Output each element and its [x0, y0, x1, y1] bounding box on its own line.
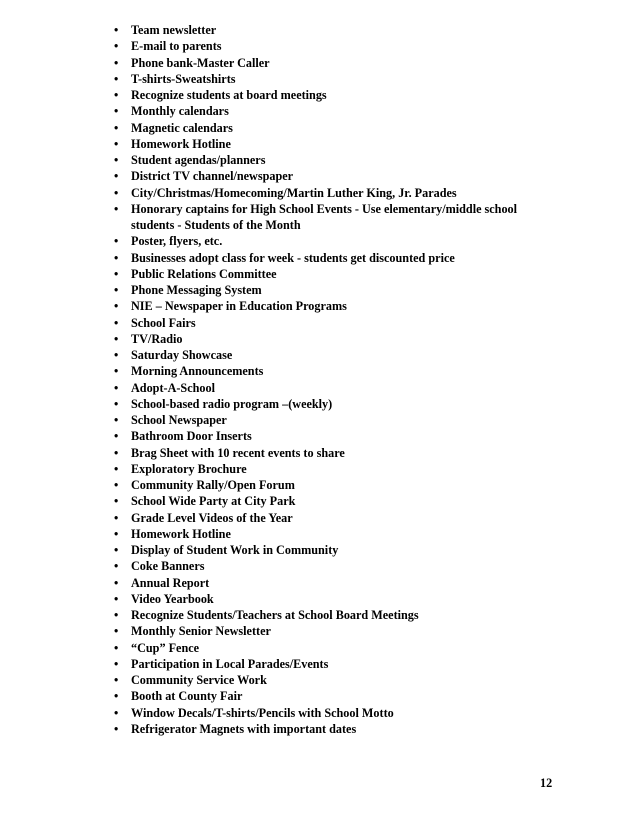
list-item: • Poster, flyers, etc.: [114, 233, 554, 249]
list-item: • School Wide Party at City Park: [114, 493, 554, 509]
list-item: • Phone Messaging System: [114, 282, 554, 298]
list-item: • “Cup” Fence: [114, 640, 554, 656]
list-item: • Exploratory Brochure: [114, 461, 554, 477]
bullet-list: [114, 22, 554, 737]
list-item: • Refrigerator Magnets with important dates: [114, 721, 554, 737]
list-item: • Homework Hotline: [114, 136, 554, 152]
list-item: • Recognize students at board meetings: [114, 87, 554, 103]
list-item: • Display of Student Work in Community: [114, 542, 554, 558]
list-item: • Monthly Senior Newsletter: [114, 623, 554, 639]
list-item: • T-shirts-Sweatshirts: [114, 71, 554, 87]
list-item: • School Fairs: [114, 315, 554, 331]
list-item: • Phone bank-Master Caller: [114, 55, 554, 71]
list-item: • E-mail to parents: [114, 38, 554, 54]
list-item: • Booth at County Fair: [114, 688, 554, 704]
list-item: • Brag Sheet with 10 recent events to share: [114, 445, 554, 461]
list-item: • Adopt-A-School: [114, 380, 554, 396]
list-item: • School Newspaper: [114, 412, 554, 428]
list-item: • Student agendas/planners: [114, 152, 554, 168]
list-item: • City/Christmas/Homecoming/Martin Luther King, Jr. Parades: [114, 185, 554, 201]
list-item: • District TV channel/newspaper: [114, 168, 554, 184]
list-item: • Monthly calendars: [114, 103, 554, 119]
list-item: • Participation in Local Parades/Events: [114, 656, 554, 672]
list-item: • Annual Report: [114, 575, 554, 591]
list-item: • Bathroom Door Inserts: [114, 428, 554, 444]
list-item: • Video Yearbook: [114, 591, 554, 607]
list-item: • Saturday Showcase: [114, 347, 554, 363]
list-item: • Recognize Students/Teachers at School Board Meetings: [114, 607, 554, 623]
list-item: • Public Relations Committee: [114, 266, 554, 282]
list-item: • School-based radio program –(weekly): [114, 396, 554, 412]
list-item: • Magnetic calendars: [114, 120, 554, 136]
list-item: • Community Rally/Open Forum: [114, 477, 554, 493]
page-number: 12: [540, 776, 553, 790]
list-item: • Homework Hotline: [114, 526, 554, 542]
list-item: • Window Decals/T-shirts/Pencils with School Motto: [114, 705, 554, 721]
list-item: • Grade Level Videos of the Year: [114, 510, 554, 526]
list-item: • Businesses adopt class for week - students get discounted price: [114, 250, 554, 266]
list-item: • Team newsletter: [114, 22, 554, 38]
list-item: • Coke Banners: [114, 558, 554, 574]
list-item: • NIE – Newspaper in Education Programs: [114, 298, 554, 314]
list-item: • Honorary captains for High School Events - Use elementary/middle school students - Students of the Month: [114, 201, 541, 234]
list-item: • TV/Radio: [114, 331, 554, 347]
list-item: • Morning Announcements: [114, 363, 554, 379]
list-item: • Community Service Work: [114, 672, 554, 688]
